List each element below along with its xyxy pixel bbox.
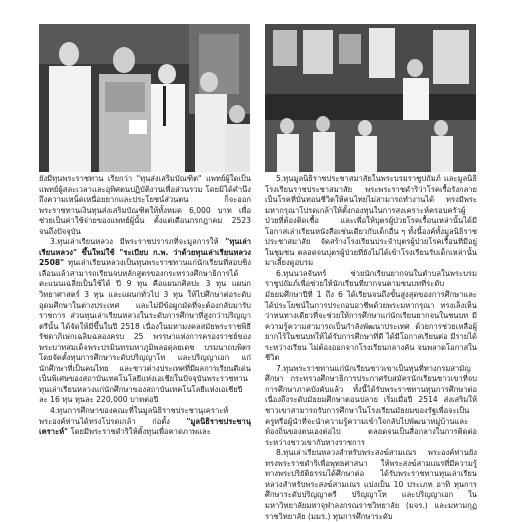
paragraph-7: 7.ทุนพระราชทานแก่นักเรียนชาวเขาเป็นทุนที่ทางกรมสามัญศึกษา กระทรวงศึกษาธิการประกาศรับสมัครนักเรียนชาวเขาที่จบการศึกษาภาคบังคับแล้ว ทั้งนี้ได้รับพระราชทานทุนการศึกษาต่อเนื่องถึงระดับมัธยมศึกษาตอนปลาย เริ่มเมื่อปี 2514 ส่งเสริมให้ชาวเขาสามารถรับการศึกษาในโรงเรียนมัธยมของรัฐเพื่อจะเป็นครูหรือผู้นำที่จะนำความรู้ความเข้าใจกลับไปพัฒนาหมู่บ้านและท้องถิ่นของตนเองต่อไป ตลอดจนเป็นสื่อกลางในการติดต่อระหว่างชาวเขากับทางราชการ [265,363,477,447]
photo-royal-visit-image [39,24,250,172]
right-column [265,174,477,522]
paragraph-3 [39,237,251,406]
paragraph-4 [39,406,251,438]
photo-exhibition [265,24,476,172]
paragraph-4-lead: 4.ทุนการศึกษาของคณะที่ในมูลนิธิราชประชานุเคราะห์ [50,406,229,416]
paragraph-3-bold: "ทุนเล่าเรียนหลวง" ขึ้นใหม่ใช้ "ระเบียบ ก.พ. ว่าด้วยทุนเล่าเรียนหลวง 2508" [39,237,251,268]
paragraph-3-rest: ทุนเล่าเรียนหลวงเป็นทุนพระราชทานแก่นักเรียนที่สอบชิงเลือนแล้วสามารถเรียนจบหลักสูตรของกระทรวงศึกษาธิการได้คะแนนเฉลี่ยเป็นใช้ได้ ปี 9 ทุน คือแผนกศิลปะ 3 ทุน แผนกวิทยาศาสตร์ 3 ทุน และแผนกทั่วไป 3 ทุน ให้ไปศึกษาต่อระดับอุดมศึกษาในต่างประเทศ และไม่มีข้อผูกมัดที่จะต้องกลับมารับราชการ ส่วนทุนเล่าเรียนหลวงในระดับการศึกษาที่สูงกว่าปริญญาตรีนั้น ได้จัดให้มีขึ้นในปี 2518 เนื่องในมหามงคลสมัยพระราชพิธีรัชดาภิเษกเฉลิมฉลองครบ 25 พรรษาแห่งการครองราชย์ของพระบาทสมเด็จพระปรมินทรมหาภูมิพลอดุลยเดช บรมนาถบพิตร โดยจัดตั้งทุนการศึกษาระดับปริญญาโท และปริญญาเอก แก่นักศึกษาที่เป็นคนไทย และชาวต่างประเทศที่มีผลการเรียนดีเด่นเป็นพิเศษของสถาบันเทคโนโลยีแห่งเอเชียในปัจจุบันพระราชทานทุนเล่าเรียนหลวงแก่นักศึกษาของสถาบันเทคโนโลยีแห่งเอเชียปีละ 16 ทุน ทุนละ 220,000 บาทต่อปี [39,258,251,405]
paragraph-6: 6.ทุนนวลจันทร์ ช่วยนักเรียนยากจนในตำบลในพระบรมราชูปถัมภ์เพื่อช่วยให้นักเรียนที่ยากจนตามชนบทที่ระดับมัธยมศึกษาปีที่ 1 ถึง 6 ได้เรียนจนถึงขั้นสูงสุดของการศึกษาและได้ประโยชน์ในการประกอบอาชีพด้วยพระมหากรุณา ทรงเล็งเห็นว่าหนทางเดียวที่จะช่วยให้การศึกษาแก่นักเรียนยากจนในชนบท มีความรู้ความสามารถเป็นกำลังพัฒนาประเทศ ด้วยการช่วยเหลือผู้ยากไร้ในชนบทให้ได้รับการศึกษาที่ดี ได้มีโอกาสเรียนต่อ มีรายได้ระหว่างเรียน ไม่ต้องออกจากโรงเรียนกลางคัน จนพลาดโอกาสในชีวิต [265,268,477,363]
paragraph-intro: ยังมีทุนพระราชทาน เรียกว่า "ทุนส่งเสริมบัณฑิต" แพทย์ผู้ใดเป็นแพทย์ผู้สละเวลาและอุทิศตนปฏิบัติงานเพื่อส่วนรวม โดยมิได้คำนึงถึงความเหน็ดเหนื่อยยากและประโยชน์ส่วนตน ก็จะออกพระราชทานเงินทุนส่งเสริมบัณฑิตให้ทั้งหมด 6,000 บาท เพื่อช่วยเป็นค่าใช้จ่ายของแพทย์ผู้นั้น ตั้งแต่เดือนกรกฎาคม 2523 จนถึงปัจจุบัน [39,174,251,236]
paragraph-4-rest: พระองค์ท่านได้ทรงโปรดเกล้า ก่อตั้ง [39,416,170,426]
paragraph-3-lead: 3.ทุนเล่าเรียนหลวง มีพระราชปรารภที่จะมูลการให้ [50,237,219,247]
photo-exhibition-image [265,24,476,172]
left-column [39,174,251,438]
paragraph-4-tail: โดยมีพระราชดำริให้ตั้งทุนเพื่อคาดภาพและ [70,427,211,437]
paragraph-4-bold: "มูลนิธิราชประชานุเคราะห์" [39,416,251,437]
photo-royal-visit [39,24,250,172]
paragraph-5: 5.ทุนมูลนิธิราชประชาสมาสัยในพระบรมราชูปถัมภ์ และมูลนิธิโรงเรียนราชประชาสมาสัย พระพระราชดำริว่าโรคเรื้อรังกลายเป็นโรคที่บั่นทอนชีวิตให้คนไทยไม่สามารถทำงานได้ ทรงมีพระมหากรุณาโปรดเกล้าให้ตั้งกองทุนในการสงเคราะห์ครอบครัวผู้ป่วยที่ต้องติดเชื้อ และเพื่อให้บุตรผู้ป่วยโรคเรื้อนเหล่านั้นได้มีโอกาสเล่าเรียนหนังสือเช่นเดียวกับเด็กอื่น ๆ ทั้งนี้องค์ทั้งมูลนิธิราชประชาสมาสัย จัดสร้างโรงเรียนประจำบุตรผู้ป่วยโรคเรื้อนที่มีอยู่ในชุมชน ตลอดจนบุตรผู้ป่วยที่ยังไม่ได้เข้าโรงเรียนรับเด็กเหล่านั้นมาเลี้ยงดูอบรม [265,174,477,268]
paragraph-8: 8.ทุนเล่าเรียนหลวงสำหรับพระสงฆ์สามเณร พระองค์ท่านยังทรงพระราชดำริเพื่อพุทธศาสนา ให้พระสงฆ์สามเณรที่มีความรู้ทางพระปริยัติธรรมได้ศึกษาต่อ ได้รับพระราชทานทุนเล่าเรียนหลวงสำหรับพระสงฆ์สามเณร แบ่งเป็น 10 ประเภท อาทิ ทุนการศึกษาระดับปริญญาตรี ปริญญาโท และปริญญาเอก ในมหาวิทยาลัยมหาจุฬาลงกรณราชวิทยาลัย (มจร.) และมหามกุฏราชวิทยาลัย (มมร.) ทุนการศึกษาระดับ [265,448,477,521]
